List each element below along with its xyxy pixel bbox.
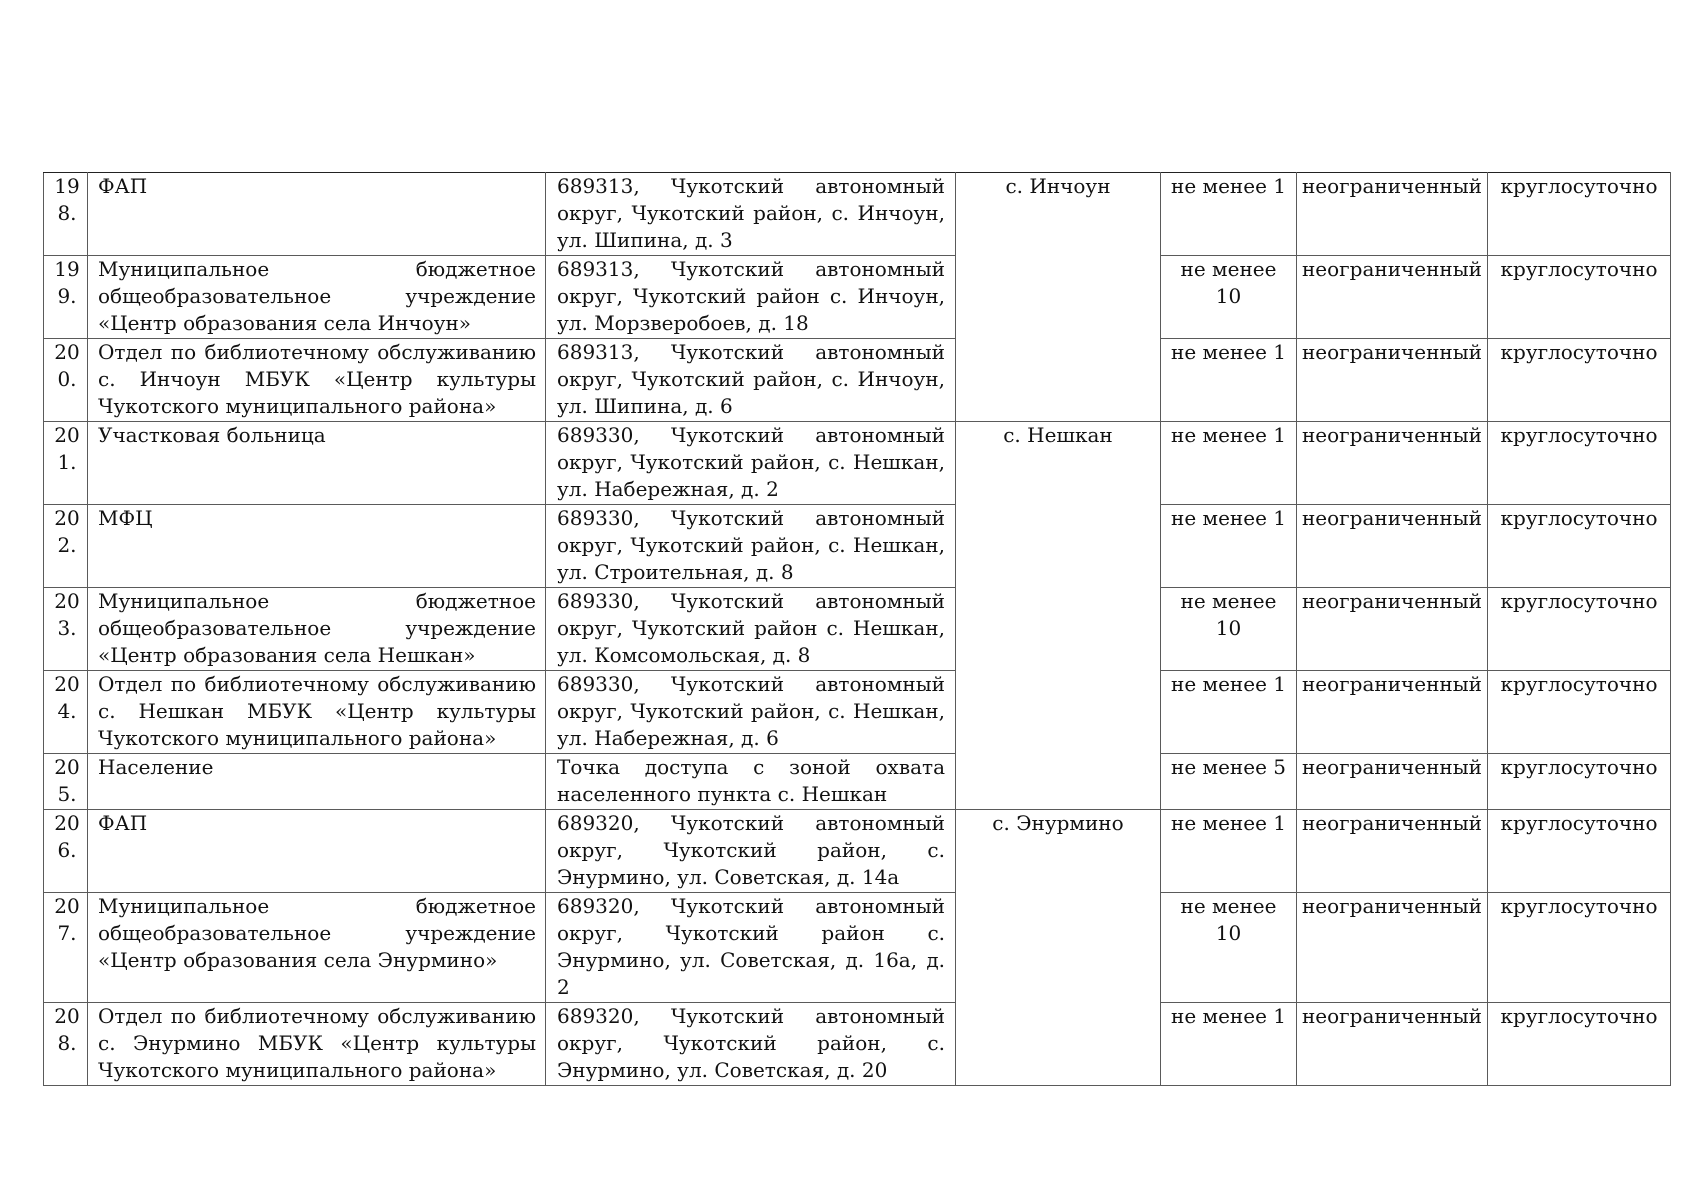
institution-name: Население xyxy=(88,754,546,810)
speed: неограниченный xyxy=(1297,339,1488,422)
table-row xyxy=(44,1003,1671,1086)
access-points-count: не менее 5 xyxy=(1161,754,1297,810)
working-hours: круглосуточно xyxy=(1488,671,1671,754)
institution-name: Муниципальное бюджетное общеобразовательное учреждение «Центр образования села Энурмино» xyxy=(88,893,546,1003)
access-points-count: не менее 1 xyxy=(1161,339,1297,422)
speed: неограниченный xyxy=(1297,588,1488,671)
table-row xyxy=(44,893,1671,1003)
working-hours: круглосуточно xyxy=(1488,256,1671,339)
working-hours: круглосуточно xyxy=(1488,339,1671,422)
access-points-count: не менее 10 xyxy=(1161,256,1297,339)
access-points-count: не менее 1 xyxy=(1161,173,1297,256)
row-number: 204. xyxy=(44,671,88,754)
table-row xyxy=(44,810,1671,893)
table-row xyxy=(44,588,1671,671)
institution-address: 689313, Чукотский автономный округ, Чукотский район с. Инчоун, ул. Морзверобоев, д. 18 xyxy=(546,256,956,339)
working-hours: круглосуточно xyxy=(1488,754,1671,810)
row-number: 198. xyxy=(44,173,88,256)
access-points-count: не менее 1 xyxy=(1161,422,1297,505)
speed: неограниченный xyxy=(1297,256,1488,339)
connection-points-table xyxy=(43,172,1671,1086)
institution-address: 689330, Чукотский автономный округ, Чукотский район с. Нешкан, ул. Комсомольская, д. 8 xyxy=(546,588,956,671)
locality: с. Инчоун xyxy=(956,173,1161,422)
institution-name: Отдел по библиотечному обслуживанию с. Инчоун МБУК «Центр культуры Чукотского муниципального района» xyxy=(88,339,546,422)
institution-address: 689330, Чукотский автономный округ, Чукотский район, с. Нешкан, ул. Строительная, д. 8 xyxy=(546,505,956,588)
speed: неограниченный xyxy=(1297,810,1488,893)
institution-address: Точка доступа с зоной охвата населенного пункта с. Нешкан xyxy=(546,754,956,810)
table-row xyxy=(44,173,1671,256)
working-hours: круглосуточно xyxy=(1488,1003,1671,1086)
speed: неограниченный xyxy=(1297,1003,1488,1086)
institution-name: Участковая больница xyxy=(88,422,546,505)
row-number: 208. xyxy=(44,1003,88,1086)
institution-address: 689320, Чукотский автономный округ, Чукотский район, с. Энурмино, ул. Советская, д. 14а xyxy=(546,810,956,893)
row-number: 199. xyxy=(44,256,88,339)
row-number: 203. xyxy=(44,588,88,671)
speed: неограниченный xyxy=(1297,505,1488,588)
working-hours: круглосуточно xyxy=(1488,422,1671,505)
row-number: 207. xyxy=(44,893,88,1003)
institution-address: 689330, Чукотский автономный округ, Чукотский район, с. Нешкан, ул. Набережная, д. 2 xyxy=(546,422,956,505)
institution-name: Отдел по библиотечному обслуживанию с. Энурмино МБУК «Центр культуры Чукотского муниципального района» xyxy=(88,1003,546,1086)
speed: неограниченный xyxy=(1297,754,1488,810)
speed: неограниченный xyxy=(1297,173,1488,256)
access-points-count: не менее 1 xyxy=(1161,1003,1297,1086)
access-points-count: не менее 10 xyxy=(1161,893,1297,1003)
row-number: 206. xyxy=(44,810,88,893)
institution-name: МФЦ xyxy=(88,505,546,588)
table-row xyxy=(44,422,1671,505)
institution-name: Муниципальное бюджетное общеобразовательное учреждение «Центр образования села Инчоун» xyxy=(88,256,546,339)
access-points-count: не менее 1 xyxy=(1161,810,1297,893)
speed: неограниченный xyxy=(1297,422,1488,505)
access-points-count: не менее 1 xyxy=(1161,671,1297,754)
access-points-count: не менее 10 xyxy=(1161,588,1297,671)
institution-address: 689320, Чукотский автономный округ, Чукотский район, с. Энурмино, ул. Советская, д. 20 xyxy=(546,1003,956,1086)
table-row xyxy=(44,505,1671,588)
row-number: 205. xyxy=(44,754,88,810)
institution-name: ФАП xyxy=(88,173,546,256)
working-hours: круглосуточно xyxy=(1488,810,1671,893)
row-number: 201. xyxy=(44,422,88,505)
table-row xyxy=(44,339,1671,422)
speed: неограниченный xyxy=(1297,893,1488,1003)
institution-name: Муниципальное бюджетное общеобразовательное учреждение «Центр образования села Нешкан» xyxy=(88,588,546,671)
table-row xyxy=(44,754,1671,810)
institution-address: 689313, Чукотский автономный округ, Чукотский район, с. Инчоун, ул. Шипина, д. 3 xyxy=(546,173,956,256)
institution-name: ФАП xyxy=(88,810,546,893)
row-number: 202. xyxy=(44,505,88,588)
row-number: 200. xyxy=(44,339,88,422)
institution-name: Отдел по библиотечному обслуживанию с. Нешкан МБУК «Центр культуры Чукотского муниципального района» xyxy=(88,671,546,754)
working-hours: круглосуточно xyxy=(1488,588,1671,671)
table-row xyxy=(44,671,1671,754)
institution-address: 689320, Чукотский автономный округ, Чукотский район с. Энурмино, ул. Советская, д. 16а, д. 2 xyxy=(546,893,956,1003)
working-hours: круглосуточно xyxy=(1488,893,1671,1003)
working-hours: круглосуточно xyxy=(1488,173,1671,256)
institution-address: 689313, Чукотский автономный округ, Чукотский район, с. Инчоун, ул. Шипина, д. 6 xyxy=(546,339,956,422)
institution-address: 689330, Чукотский автономный округ, Чукотский район, с. Нешкан, ул. Набережная, д. 6 xyxy=(546,671,956,754)
table-row xyxy=(44,256,1671,339)
locality: с. Нешкан xyxy=(956,422,1161,810)
speed: неограниченный xyxy=(1297,671,1488,754)
access-points-count: не менее 1 xyxy=(1161,505,1297,588)
locality: с. Энурмино xyxy=(956,810,1161,1086)
working-hours: круглосуточно xyxy=(1488,505,1671,588)
